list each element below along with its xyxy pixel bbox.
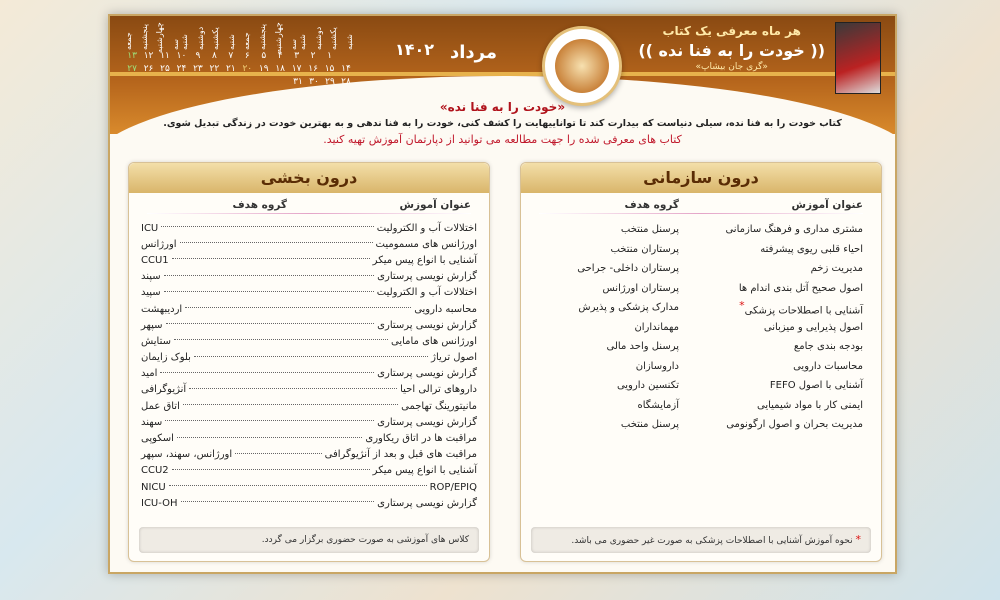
dotted-leader [185,307,411,308]
target-group: سپهر [141,319,163,331]
calendar-day: ۱۵ [324,64,335,74]
organizational-columns [521,193,881,213]
weekday: چهارشنبه [155,22,165,53]
course-title: اورژانس های مامایی [390,335,477,347]
course-title: آشنایی با اصطلاحات پزشکی [744,305,863,317]
weekday: سه شنبه [170,34,189,50]
weekday: شنبه [226,34,236,50]
weekday: چهارشنبه [273,22,283,53]
departmental-heading: درون بخشی [129,163,489,193]
departmental-footnote: کلاس های آموزشی به صورت حضوری برگزار می گردد. [139,527,479,553]
calendar-day: ۳۱ [293,77,303,87]
target-group: پرسنل واحد مالی [606,341,679,353]
dotted-leader [235,453,321,454]
course-title: آشنایی با انواع پیس میکر [372,254,477,266]
course-title: مراقبت های قبل و بعد از آنژیوگرافی [324,449,477,461]
table-row [141,350,477,366]
course-title: اصول تریاژ [431,352,477,364]
calendar-day: ۲۵ [160,64,170,74]
table-row [141,301,477,317]
dotted-leader [169,485,427,486]
course-title: مانیتورینگ تهاجمی [401,400,477,412]
intro-text: کتاب خودت را به فنا نده، سیلی دنیاست که بیدارت کند تا تواناییهایت را کشف کنی، خودت را به فنا ندهی و به بهترین خودت در زندگی تبدیل شوی. [163,118,842,129]
table-row [141,398,477,414]
table-row [539,240,863,260]
course-title: گزارش نویسی پرستاری [377,319,477,331]
table-row [141,414,477,430]
dotted-leader [161,226,374,227]
calendar-day: ۳ [294,51,300,61]
target-group: اردیبهشت [141,303,183,315]
target-group: ICU-OH [141,497,178,509]
course-title: مدیریت زخم [810,263,863,275]
calendar-day: ۱۳ [127,51,137,61]
calendar-day: ۲۹ [325,77,335,87]
calendar-day: ۵ [261,51,267,61]
book-title: (( خودت را به فنا نده )) [638,41,825,60]
weekday: جمعه [124,32,134,50]
calendar-day: ۸ [211,51,217,61]
department-logo [542,26,622,106]
dotted-leader [160,372,374,373]
course-title: اختلالات آب و الکترولیت [376,222,477,234]
course-title: آشنایی با انواع پیس میکر [372,465,477,477]
calendar-day: ۲۸ [341,77,351,87]
target-group: پرستاران اورژانس [602,282,679,294]
target-group: بلوک زایمان [141,352,191,364]
dotted-leader [189,388,397,389]
book-author: «گری جان بیشاپ» [695,62,768,72]
course-title: مدیریت بحران و اصول ارگونومی [726,419,863,431]
calendar-day: ۱۹ [258,64,269,74]
book-cover-image [835,22,881,94]
calendar-day: ۱ [327,51,332,61]
target-group: ستایش [141,335,171,347]
target-group: داروسازان [635,360,679,372]
table-row [539,220,863,240]
table-row [539,318,863,338]
table-row [539,298,863,318]
month-label: مرداد [450,42,497,63]
calendar-week-3 [124,76,354,89]
course-title: محاسبات دارویی [793,360,863,372]
weekday: پنجشنبه [257,23,267,50]
target-group: سهند [141,416,163,428]
table-row [141,463,477,479]
book-of-month-label: هر ماه معرفی یک کتاب [662,24,801,38]
course-title: آشنایی با اصول FEFO [769,380,863,392]
table-row [141,430,477,446]
calendar-day: ۱۶ [308,64,318,74]
target-group: سپند [141,271,161,283]
target-group: پرسنل منتخب [620,224,679,236]
table-row [141,252,477,268]
target-group: CCU2 [141,465,169,477]
weekday: دوشنبه [313,26,323,50]
column-group: گروه هدف [232,199,287,211]
table-row [141,366,477,382]
dotted-leader [164,291,374,292]
calendar-day: ۱۱ [160,51,170,61]
course-title: اصول پذیرایی و میزبانی [763,321,863,333]
calendar-day: ۱۰ [176,51,187,61]
course-title: احیاء قلبی ریوی پیشرفته [760,243,863,255]
year-label: ۱۴۰۲ [395,40,435,59]
calendar-day: ۲۶ [143,64,154,74]
table-row [141,236,477,252]
calendar-day: ۲۳ [193,64,203,74]
table-row [539,337,863,357]
table-row [141,495,477,511]
calendar-day: ۱۷ [291,64,302,74]
course-title: ایمنی کار با مواد شیمیایی [757,399,863,411]
calendar-day: ۲۱ [225,64,236,74]
table-row [141,317,477,333]
target-group: آزمایشگاه [637,399,679,411]
course-title: اصول صحیح آتل بندی اندام ها [738,282,863,294]
course-title: گزارش نویسی پرستاری [377,271,477,283]
dotted-leader [180,242,373,243]
table-row [141,447,477,463]
weekday: یکشنبه [329,27,339,50]
target-group: تکنسین دارویی [616,380,679,392]
calendar-day: ۹ [195,51,201,61]
departmental-list [129,220,489,511]
target-group: آنژیوگرافی [141,384,187,396]
dotted-leader [172,469,370,470]
book-of-month [638,24,825,72]
organizational-panel [520,162,882,562]
calendar [124,22,354,89]
target-group: اورژانس، سهند، سپهر [141,449,233,461]
weekday: شنبه [345,34,354,50]
course-title: اختلالات آب و الکترولیت [376,287,477,299]
table-row [141,479,477,495]
book-intro [110,100,895,146]
organizational-list [521,220,881,435]
calendar-weekdays [124,22,354,53]
calendar-day [338,50,354,63]
calendar-day: ۱۸ [275,64,286,74]
course-title: اورژانس های مسمومیت [375,238,477,250]
departmental-panel [128,162,490,562]
table-row [141,285,477,301]
calendar-day: ۱۴ [341,64,351,74]
calendar-week-2 [124,63,354,76]
dotted-leader [165,420,374,421]
course-title-wrap [679,299,863,316]
course-title: بودجه بندی جامع [793,341,863,353]
column-separator [147,213,471,214]
table-row [141,220,477,236]
target-group: مهمانداران [634,321,679,333]
calendar-day: ۲۷ [127,64,137,74]
target-group: پرستاران داخلی- جراحی [577,263,679,275]
target-group: پرستاران منتخب [610,243,679,255]
dotted-leader [194,356,428,357]
target-group: اتاق عمل [141,400,180,412]
footnote-text: نحوه آموزش آشنایی با اصطلاحات پزشکی به صورت غیر حضوری می باشد. [571,536,853,546]
course-title: محاسبه دارویی [414,303,477,315]
target-group: NICU [141,481,166,493]
target-group: ICU [141,222,159,234]
column-title: عنوان آموزش [791,199,863,211]
asterisk-icon: * [739,299,745,313]
dotted-leader [166,323,375,324]
column-title: عنوان آموزش [399,199,471,211]
dotted-leader [174,339,388,340]
organizational-footnote [531,527,871,553]
weekday: دوشنبه [195,26,205,50]
target-group: مدارک پزشکی و پذیرش [578,302,679,314]
dotted-leader [183,404,398,405]
target-group: امید [141,368,158,380]
course-title: ROP/EPIQ [429,481,477,493]
target-group: CCU1 [141,254,169,266]
course-title: گزارش نویسی پرستاری [377,497,477,509]
target-group: سپید [141,287,161,299]
course-title: مشتری مداری و فرهنگ سازمانی [725,224,863,236]
target-group: اورژانس [141,238,177,250]
calendar-day: ۷ [228,51,234,61]
weekday: پنجشنبه [139,23,149,50]
dotted-leader [177,437,362,438]
table-row [539,376,863,396]
intro-note: کتاب های معرفی شده را جهت مطالعه می توانید از دپارتمان آموزش تهیه کنید. [323,133,682,146]
table-row [141,382,477,398]
calendar-day: ۱۲ [143,51,154,61]
column-group: گروه هدف [624,199,679,211]
table-row [539,357,863,377]
calendar-day: ۳۰ [309,77,319,87]
course-title: داروهای ترالی احیا [400,384,477,396]
weekday: سه شنبه [289,34,308,50]
table-row [539,259,863,279]
calendar-day: ۴ [277,51,283,61]
table-row [141,269,477,285]
table-row [539,396,863,416]
table-row [539,415,863,435]
calendar-day: ۲۲ [209,64,220,74]
dotted-leader [172,258,370,259]
intro-title: «خودت را به فنا نده» [439,100,566,114]
organizational-heading: درون سازمانی [521,163,881,193]
weekday: جمعه [242,32,252,50]
calendar-day: ۲۰ [242,64,253,74]
calendar-day: ۲۴ [176,64,187,74]
poster-frame [108,14,897,574]
course-title: گزارش نویسی پرستاری [377,416,477,428]
course-title: مراقبت ها در اتاق ریکاوری [365,433,477,445]
calendar-day: ۶ [244,51,250,61]
target-group: پرسنل منتخب [620,419,679,431]
course-title: گزارش نویسی پرستاری [377,368,477,380]
asterisk-icon: * [855,533,861,546]
target-group: اسکوپی [141,433,174,445]
logo-emblem-icon [555,39,609,93]
dotted-leader [164,275,374,276]
departmental-columns [129,193,489,213]
column-separator [539,213,863,214]
table-row [539,279,863,299]
calendar-day: ۲ [310,51,316,61]
weekday: یکشنبه [211,27,221,50]
dotted-leader [181,501,375,502]
table-row [141,333,477,349]
